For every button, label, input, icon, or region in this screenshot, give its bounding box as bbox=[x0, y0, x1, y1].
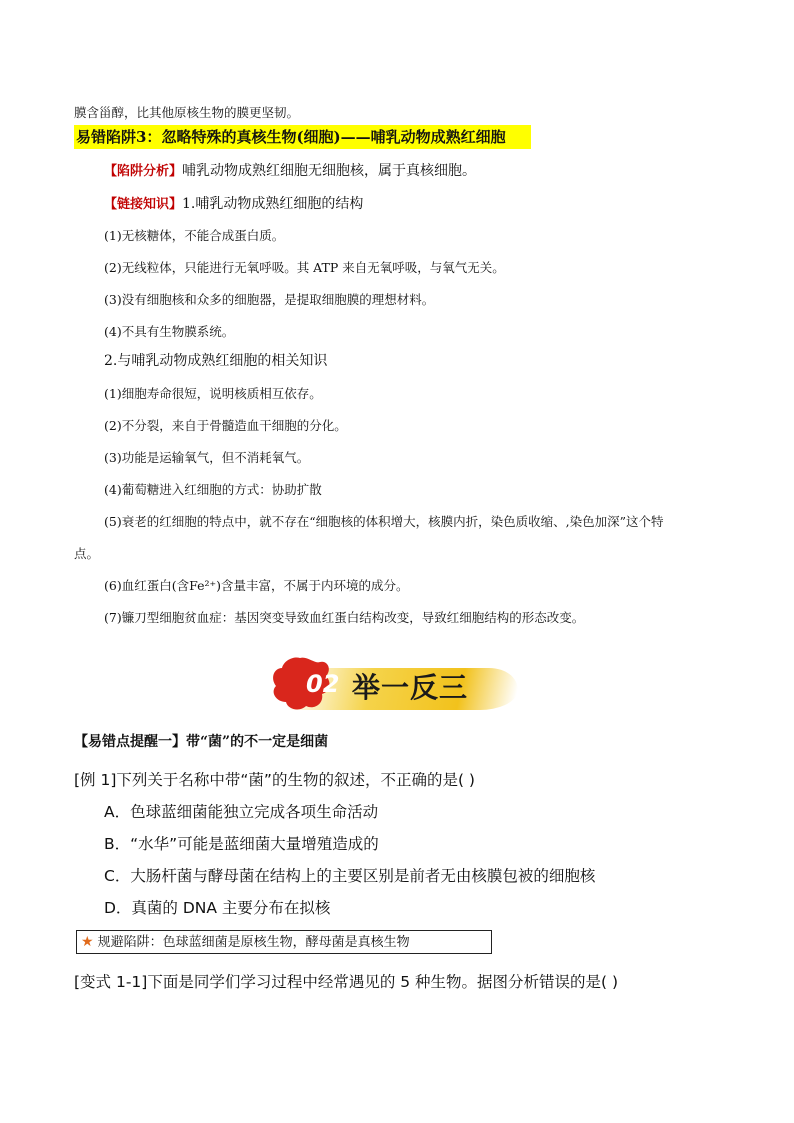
reminder-1-title: 【易错点提醒一】带“菌”的不一定是细菌 bbox=[74, 734, 329, 750]
knowledge-item: (6)血红蛋白(含Fe²⁺)含量丰富，不属于内环境的成分。 bbox=[104, 578, 409, 593]
option-d: D．真菌的 DNA 主要分布在拟核 bbox=[104, 899, 331, 917]
option-a: A．色球蓝细菌能独立完成各项生命活动 bbox=[104, 803, 379, 821]
intro-line: 膜含甾醇，比其他原核生物的膜更坚韧。 bbox=[74, 105, 300, 120]
knowledge-item: (5)衰老的红细胞的特点中，就不存在“细胞核的体积增大，核膜内折，染色质收缩、,染色加深”这个特 bbox=[104, 514, 664, 529]
trap-3-title: 易错陷阱3：忽略特殊的真核生物(细胞)——哺乳动物成熟红细胞 bbox=[74, 125, 531, 149]
knowledge-item: (4)葡萄糖进入红细胞的方式：协助扩散 bbox=[104, 482, 322, 497]
hint-text: 规避陷阱：色球蓝细菌是原核生物，酵母菌是真核生物 bbox=[97, 935, 410, 950]
structure-item: (3)没有细胞核和众多的细胞器，是提取细胞膜的理想材料。 bbox=[104, 292, 435, 307]
knowledge-item: (1)细胞寿命很短，说明核质相互依存。 bbox=[104, 386, 322, 401]
analysis-text: 哺乳动物成熟红细胞无细胞核，属于真核细胞。 bbox=[182, 163, 477, 179]
option-c: C．大肠杆菌与酵母菌在结构上的主要区别是前者无由核膜包被的细胞核 bbox=[104, 867, 596, 885]
analysis-tag: 【陷阱分析】 bbox=[104, 164, 183, 179]
structure-item: (4)不具有生物膜系统。 bbox=[104, 324, 235, 339]
link-heading-1: 1.哺乳动物成熟红细胞的结构 bbox=[182, 196, 364, 212]
link-tag: 【链接知识】 bbox=[104, 197, 183, 212]
structure-item: (1)无核糖体，不能合成蛋白质。 bbox=[104, 228, 285, 243]
section-banner bbox=[270, 652, 520, 716]
star-icon: ★ bbox=[81, 934, 94, 950]
banner-number: 02 bbox=[306, 670, 340, 698]
link-knowledge bbox=[104, 193, 363, 213]
variant-1-1-stem: [变式 1-1]下面是同学们学习过程中经常遇见的 5 种生物。据图分析错误的是( ) bbox=[74, 973, 619, 991]
knowledge-item: (7)镰刀型细胞贫血症：基因突变导致血红蛋白结构改变，导致红细胞结构的形态改变。 bbox=[104, 610, 585, 625]
knowledge-item-continued: 点。 bbox=[74, 546, 100, 561]
knowledge-item: (3)功能是运输氧气，但不消耗氧气。 bbox=[104, 450, 310, 465]
link-heading-2: 2.与哺乳动物成熟红细胞的相关知识 bbox=[104, 353, 328, 369]
example-1-stem: [例 1]下列关于名称中带“菌”的生物的叙述，不正确的是( ) bbox=[74, 771, 475, 789]
hint-box bbox=[76, 930, 492, 954]
trap-analysis bbox=[104, 160, 476, 180]
knowledge-item: (2)不分裂，来自于骨髓造血干细胞的分化。 bbox=[104, 418, 347, 433]
banner-title: 举一反三 bbox=[352, 671, 469, 704]
option-b: B．“水华”可能是蓝细菌大量增殖造成的 bbox=[104, 835, 379, 853]
structure-item: (2)无线粒体，只能进行无氧呼吸。其 ATP 来自无氧呼吸，与氧气无关。 bbox=[104, 260, 505, 275]
